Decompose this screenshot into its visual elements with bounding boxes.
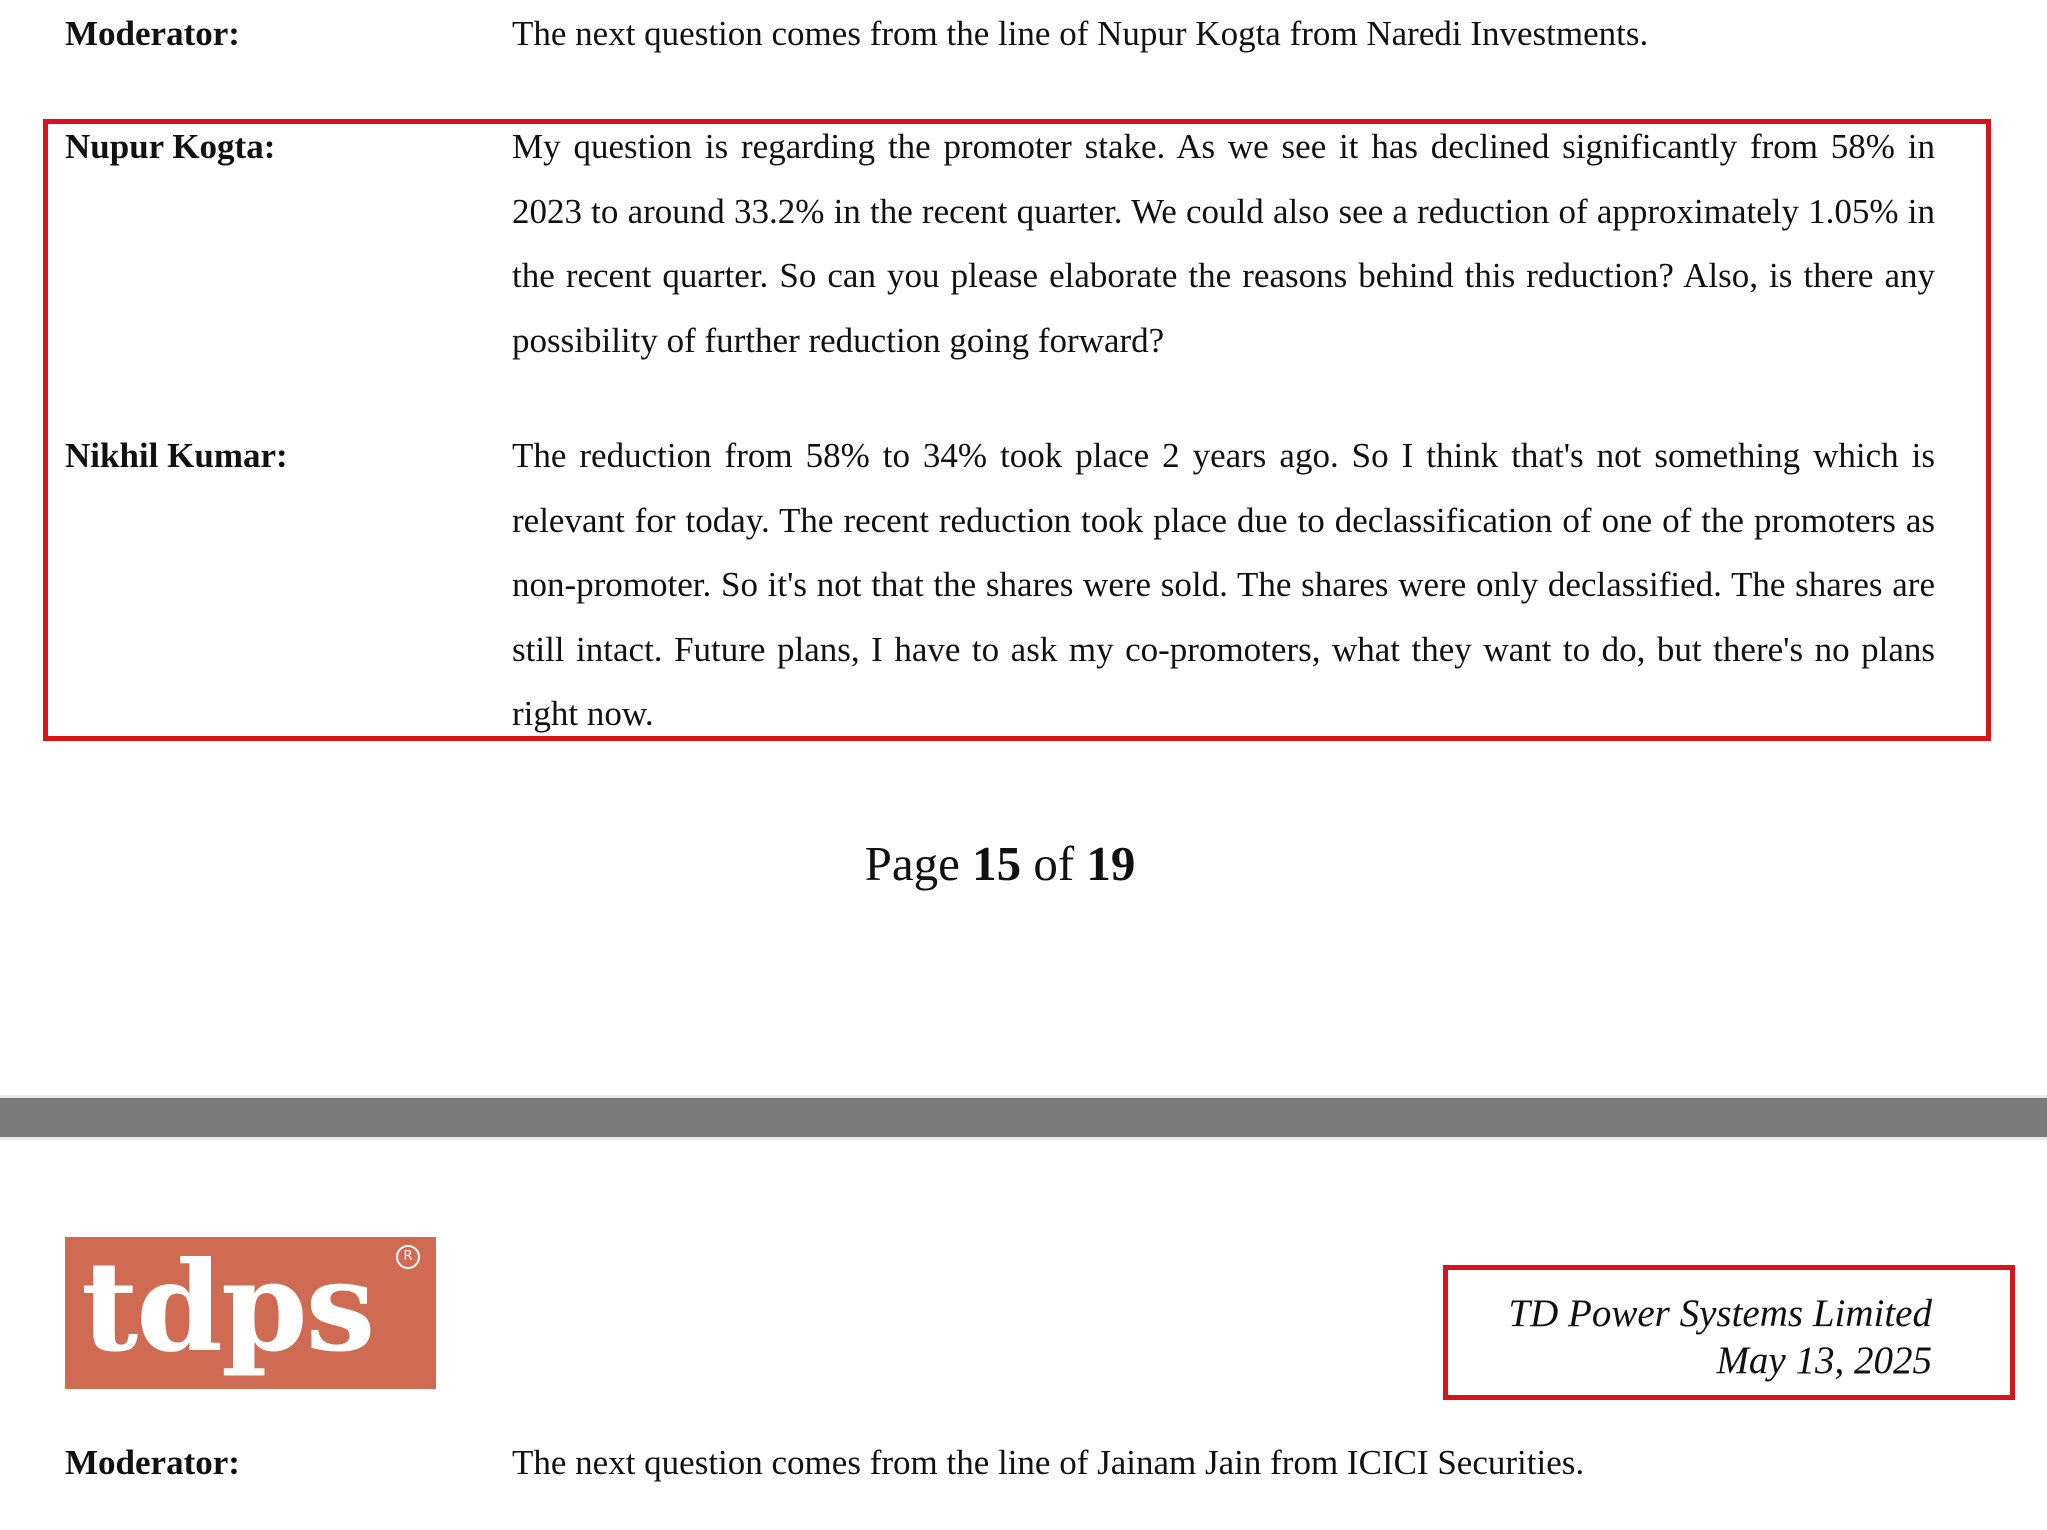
page-number-prefix: Page <box>864 836 960 891</box>
company-logo <box>65 1237 436 1389</box>
page-separator <box>0 1095 2047 1140</box>
page-number-separator: of <box>1033 836 1075 891</box>
page-number-total: 19 <box>1086 836 1136 891</box>
speaker-label-moderator-bottom: Moderator: <box>65 1443 240 1482</box>
speaker-label-nikhil-kumar: Nikhil Kumar: <box>65 436 288 475</box>
registered-mark-icon: R <box>396 1245 420 1269</box>
speaker-label-nupur-kogta: Nupur Kogta: <box>65 127 276 166</box>
speech-nupur-kogta: My question is regarding the promoter stake. As we see it has declined significantly from 58% in 2023 to around 33.2% in the recent quarter. We could also see a reduction of approximately 1.05% in the recent quarter. So can you please elaborate the reasons behind this reduction? Also, is there any possibility of further reduction going forward? <box>512 127 1935 360</box>
speech-moderator-bottom: The next question comes from the line of Jainam Jain from ICICI Securities. <box>512 1443 1585 1482</box>
page-number <box>0 832 2000 896</box>
speech-moderator: The next question comes from the line of Nupur Kogta from Naredi Investments. <box>512 14 1649 53</box>
company-header-box <box>1443 1265 2015 1400</box>
call-date: May 13, 2025 <box>1716 1339 1932 1382</box>
logo-wordmark: tdps <box>81 1235 374 1380</box>
speaker-label-moderator: Moderator: <box>65 14 240 53</box>
speech-nikhil-kumar: The reduction from 58% to 34% took place 2 years ago. So I think that's not something which is relevant for today. The recent reduction took place due to declassification of one of the promoters as non-promoter. So it's not that the shares were sold. The shares were only declassified. The shares are still intact. Future plans, I have to ask my co-promoters, what they want to do, but there's no plans right now. <box>512 436 1935 733</box>
page-number-current: 15 <box>972 836 1022 891</box>
company-name: TD Power Systems Limited <box>1508 1292 1932 1335</box>
